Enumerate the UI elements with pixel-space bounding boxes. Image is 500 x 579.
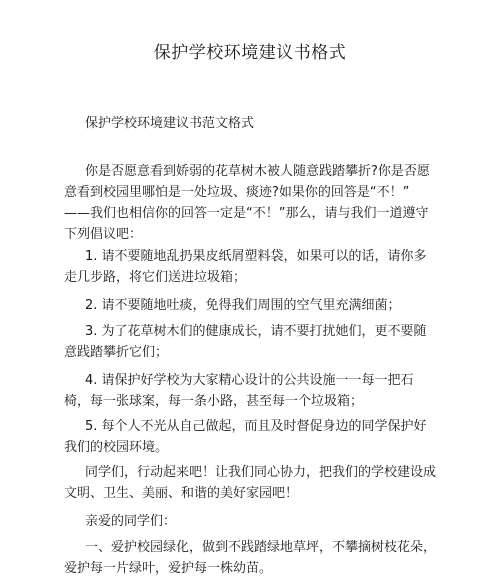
intro-paragraph: 你是否愿意看到娇弱的花草树木被人随意践踏攀折?你是否愿意看到校园里哪怕是一处垃圾、痰迹?如果你的回答是“不！” ——我们也相信你的回答一定是“不！”那么，请与我们一道遵守下列倡议吧： (64, 164, 430, 242)
document-title: 保护学校环境建议书格式 (153, 43, 347, 63)
green-care-paragraph: 一、爱护校园绿化，做到不践踏绿地草坪，不攀摘树枝花朵，爱护每一片绿叶，爱护每一株幼苗。 (64, 540, 437, 576)
proposal-item-3: 3. 为了花草树木们的健康成长，请不要打扰她们，更不要随意践踏攀折它们； (64, 324, 427, 360)
proposal-item-5: 5. 每个人不光从自己做起，而且及时督促身边的同学保护好我们的校园环境。 (64, 419, 427, 455)
proposal-item-2: 2. 请不要随地吐痰，免得我们周围的空气里充满细菌； (85, 298, 401, 313)
call-to-action-paragraph: 同学们，行动起来吧！让我们同心协力，把我们的学校建设成文明、卫生、美丽、和谐的美好家园吧！ (64, 465, 437, 501)
document-subtitle: 保护学校环境建议书范文格式 (85, 116, 255, 131)
proposal-item-1: 1. 请不要随地乱扔果皮纸屑塑料袋，如果可以的话，请你多走几步路，将它们送进垃圾箱； (64, 249, 427, 285)
salutation-paragraph: 亲爱的同学们： (85, 514, 177, 529)
proposal-item-4: 4. 请保护好学校为大家精心设计的公共设施一一每一把石椅，每一张球案，每一条小路，甚至每一个垃圾箱； (64, 373, 414, 409)
